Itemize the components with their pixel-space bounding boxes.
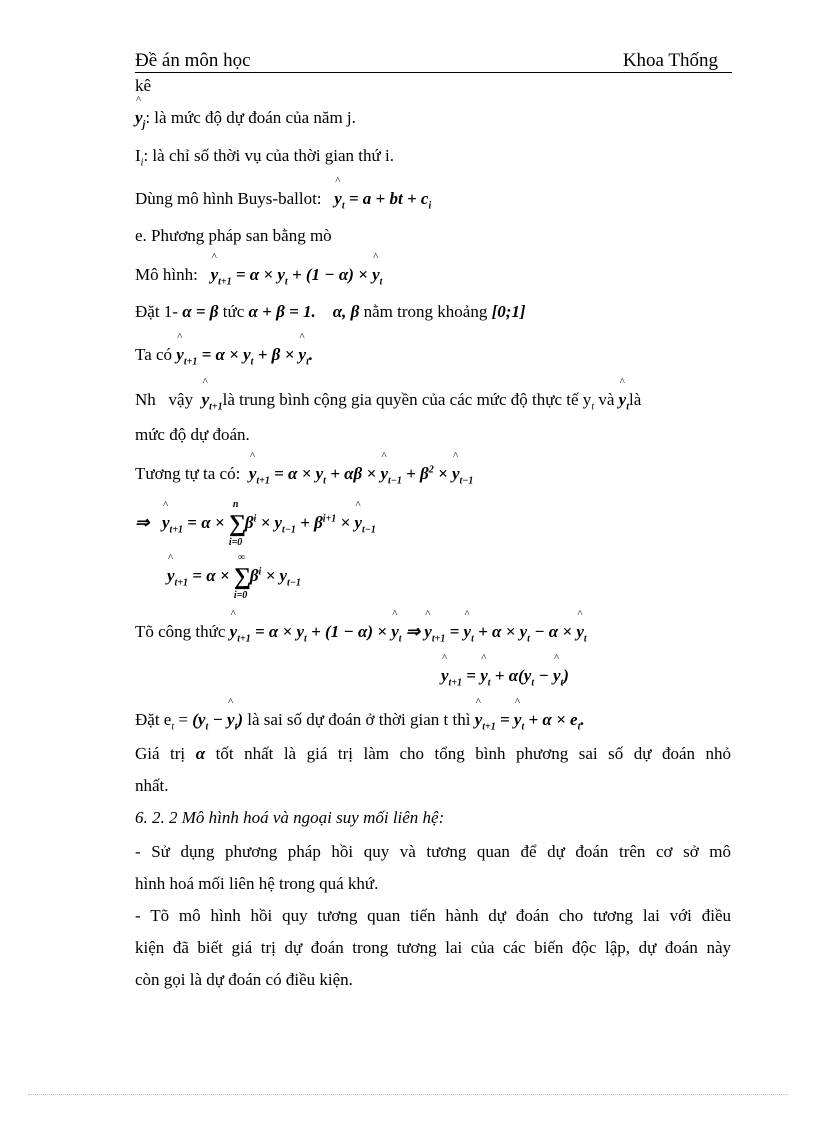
text-line: mức độ dự đoán. — [135, 425, 250, 444]
text-line: e. Phương pháp san bằng mò — [135, 226, 332, 245]
formula: ^ $y_{t+1} = \alpha \times y_t + (1 - \alpha)$ × ^ $y_t$ ⇒ ^ $y_{t+1}$ = ^ $y_t + \alpha \times y_t - \alpha$ × ^ $y_t$ — [230, 622, 587, 641]
page-footer-divider — [28, 1094, 788, 1095]
formula: ^ $y_{t+1} = \alpha \times y_t + \beta$ × ^ $y_t$. — [176, 345, 313, 364]
text-line — [441, 666, 569, 688]
header-right: Khoa Thống — [622, 50, 718, 71]
formula: ^ $y_{t+1} = \alpha \times y_t + \alpha\beta$ × ^ $y_{t-1} + \beta^2$ × ^ $y_{t-1}$ — [249, 464, 474, 483]
formula: ^ $y_{t+1} = \alpha$ × ∑ n i=0 $\beta^i \times y_{t-1} + \beta^{i+1}$ × ^ $y_{t-1}$ — [162, 513, 376, 532]
text-line: Đặt 1- α = β tức α + β = 1. α, β nằm trong khoảng [0;1] — [135, 302, 526, 321]
text-line: Đặt $e_t = (y_t$ − ^ $y_t$) là sai số dự đoán ở thời gian t thì ^ $y_{t+1}$ = ^ $y_t + \alpha \times e_t$. — [135, 710, 585, 732]
text-line: kiện đã biết giá trị dự đoán trong tương lai của các biến độc lập, dự đoán này — [135, 938, 731, 957]
text-line: Dùng mô hình Buys-ballot: ^ $y_t = a$ + bt + $c_i$ — [135, 189, 431, 211]
text-line: nhất. — [135, 776, 169, 795]
text-line: ^ $y_j$: là mức độ dự đoán của năm j. — [135, 108, 356, 130]
formula: ^ $y_t = a$ + bt + $c_i$ — [334, 189, 431, 208]
text-line: kê — [135, 76, 152, 95]
page-header — [135, 50, 732, 73]
formula: ^ $y_{t+1} = \alpha$ × ∑ ∞ i=0 $\beta^i \times y_{t-1}$ — [167, 566, 301, 585]
text-line: Tương tự ta có: ^ $y_{t+1} = \alpha \times y_t + \alpha\beta$ × ^ $y_{t-1} + \beta^2$ × ^ $y_{t-1}$ — [135, 464, 473, 486]
text-line: - Sử dụng phương pháp hồi quy và tương quan để dự đoán trên cơ sở mô — [135, 842, 731, 861]
text-line: - Tõ mô hình hồi quy tương quan tiến hành dự đoán cho tương lai với điều — [135, 906, 731, 925]
text-line: Mô hình: ^ $y_{t+1} = \alpha \times y_t + (1 - \alpha)$ × ^ $y_t$ — [135, 265, 382, 287]
text-line: Tõ công thức ^ $y_{t+1} = \alpha \times y_t + (1 - \alpha)$ × ^ $y_t$ ⇒ ^ $y_{t+1}$ = ^ $y_t + \alpha \times y_t - \alpha$ × ^ $y_t$ — [135, 622, 587, 644]
text-line: Giá trị α tốt nhất là giá trị làm cho tổng bình phương sai số dự đoán nhỏ — [135, 744, 732, 763]
text-line: Ta có ^ $y_{t+1} = \alpha \times y_t + \beta$ × ^ $y_t$. — [135, 345, 313, 367]
text-line: hình hoá mối liên hệ trong quá khứ. — [135, 874, 379, 893]
text-line: $I_i$: là chỉ số thời vụ của thời gian thứ i. — [135, 146, 394, 169]
text-line: ⇒ ^ $y_{t+1} = \alpha$ × ∑ n i=0 $\beta^i \times y_{t-1} + \beta^{i+1}$ × ^ $y_{t-1}$ — [135, 512, 376, 536]
formula: ^ $y_{t+1}$ = ^ $y_t + \alpha(y_t$ − ^ $y_t$) — [441, 666, 569, 685]
text-line: Nh vậy ^ $y_{t+1}là$ trung bình cộng gia quyền của các mức độ thực tế $y_t$ và ^ $y_tlà$ — [135, 390, 641, 412]
formula: ^ $y_{t+1} = \alpha \times y_t + (1 - \alpha)$ × ^ $y_t$ — [211, 265, 383, 284]
header-left: Đề án môn học — [135, 50, 251, 71]
text-line — [167, 552, 301, 601]
text-line: còn gọi là dự đoán có điều kiện. — [135, 970, 353, 989]
section-heading: 6. 2. 2 Mô hình hoá và ngoại suy mối liên hệ: — [135, 808, 445, 827]
